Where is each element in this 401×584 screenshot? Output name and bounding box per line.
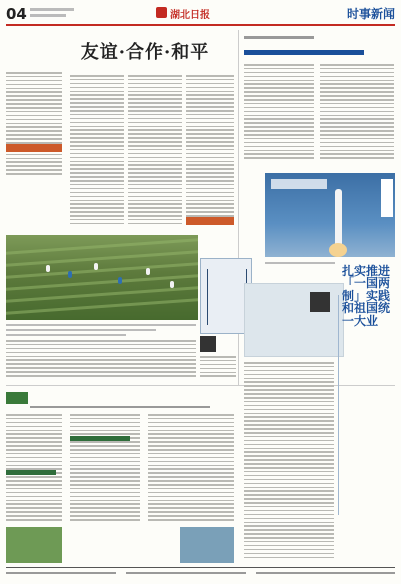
rocket-caption [265, 262, 335, 264]
section-name: 时事新闻 [346, 7, 395, 21]
photo-caption-line-1 [6, 324, 196, 326]
lead-crosshead-1 [6, 144, 62, 152]
bottom-body-col-3 [148, 414, 234, 523]
feature-body-col [244, 362, 334, 560]
bottom-body-col-2 [70, 414, 140, 523]
lead-headline: 友谊·合作·和平 [80, 42, 210, 63]
feature-vertical-title: 扎实推进「一国两制」实践和祖国统一大业 [342, 264, 391, 328]
right-body-col-1 [244, 64, 314, 161]
bottom-photo-1 [6, 527, 62, 563]
page-footer [6, 567, 395, 578]
lead-body-col-1 [6, 72, 62, 177]
section-divider [6, 385, 395, 386]
right-kicker [244, 36, 314, 39]
lead-crosshead-2 [186, 217, 234, 225]
photo-caption-line-3 [6, 334, 126, 336]
bottom-body-col-1 [6, 414, 62, 523]
bottom-section-mark [6, 392, 28, 404]
bottom-subheadline [30, 406, 210, 408]
rocket-launch-photo [265, 173, 395, 257]
page-header [6, 4, 395, 26]
rocket-side-badge [381, 179, 393, 217]
page-number: 04 [6, 5, 27, 23]
lead-body-col-4 [186, 75, 234, 227]
header-date-line [30, 8, 74, 11]
qr-code-icon [200, 336, 216, 352]
tea-garden-photo [6, 235, 198, 320]
bottom-crosshead-2 [70, 436, 130, 441]
right-body-col-2 [320, 64, 394, 161]
qr-code-icon [310, 292, 330, 312]
photo-caption-line-2 [6, 329, 156, 331]
rocket-body [335, 189, 342, 249]
rocket-banner [271, 179, 327, 189]
masthead-text: 湖北日报 [170, 10, 210, 21]
header-editor-line [30, 14, 66, 17]
lead-footer-text [6, 340, 196, 379]
lead-tail-text [200, 356, 236, 379]
rocket-plume [329, 243, 347, 257]
bottom-photo-2 [180, 527, 234, 563]
lead-body-col-3 [128, 75, 182, 227]
lead-body-col-2 [70, 75, 124, 227]
bottom-crosshead-1 [6, 470, 56, 475]
masthead-seal-icon [156, 7, 167, 18]
masthead-logo [156, 5, 226, 20]
feature-subtitle-rule [338, 295, 339, 515]
right-headline [244, 50, 364, 55]
